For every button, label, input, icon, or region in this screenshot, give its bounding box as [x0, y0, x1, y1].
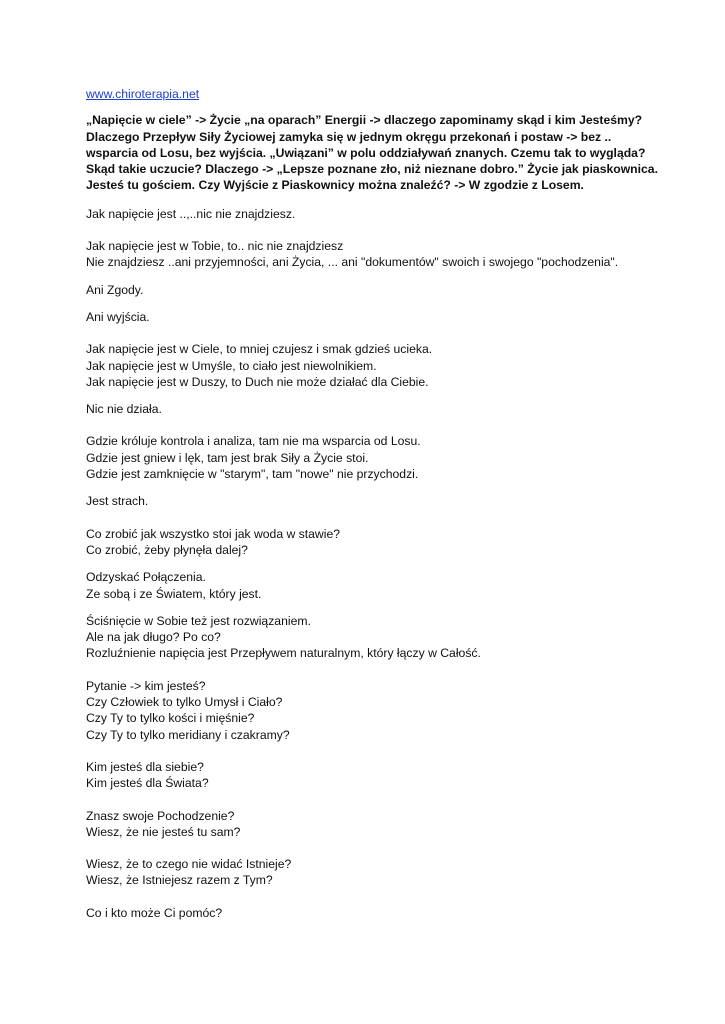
text-line: Ale na jak długo? Po co? [86, 630, 221, 645]
text-line: Jak napięcie jest ..,..nic nie znajdziesz. [86, 206, 296, 221]
paragraph [86, 569, 646, 602]
paragraph [86, 905, 646, 921]
text-line: Czy Ty to tylko kości i mięśnie? [86, 711, 255, 726]
text-line: Wiesz, że Istniejesz razem z Tym? [86, 873, 273, 888]
paragraph [86, 282, 646, 298]
text-line: Czy Ty to tylko meridiany i czakramy? [86, 727, 290, 742]
text-line: Nic nie działa. [86, 402, 162, 417]
paragraph [86, 493, 646, 509]
paragraph [86, 759, 646, 792]
text-line: Jak napięcie jest w Ciele, to mniej czujesz i smak gdzieś ucieka. [86, 342, 433, 357]
document-body [86, 86, 658, 932]
text-line: Rozluźnienie napięcia jest Przepływem naturalnym, który łączy w Całość. [86, 646, 481, 661]
text-line: Czy Człowiek to tylko Umysł i Ciało? [86, 695, 283, 710]
text-line: Znasz swoje Pochodzenie? [86, 808, 235, 823]
header-line: „Napięcie w ciele” -> Życie „na oparach” Energii -> dlaczego zapominamy skąd i kim Jesteśmy? [86, 113, 643, 128]
paragraph [86, 433, 646, 482]
text-line: Jak napięcie jest w Umyśle, to ciało jest niewolnikiem. [86, 358, 377, 373]
text-line: Ani Zgody. [86, 282, 144, 297]
text-line: Nie znajdziesz ..ani przyjemności, ani Życia, ... ani "dokumentów" swoich i swojego "pochodzenia". [86, 255, 619, 270]
text-line: Gdzie jest gniew i lęk, tam jest brak Siły a Życie stoi. [86, 450, 369, 465]
paragraph [86, 206, 646, 222]
text-line: Ze sobą i ze Światem, który jest. [86, 586, 262, 601]
paragraph [86, 238, 646, 271]
header-line: wsparcia od Losu, bez wyjścia. „Uwiązani” w polu oddziaływań znanych. Czemu tak to wygląda? [86, 145, 646, 160]
text-line: Gdzie króluje kontrola i analiza, tam nie ma wsparcia od Losu. [86, 434, 421, 449]
paragraph [86, 613, 646, 662]
paragraph [86, 526, 646, 559]
text-line: Ani wyjścia. [86, 309, 150, 324]
text-line: Jak napięcie jest w Tobie, to.. nic nie znajdziesz [86, 239, 344, 254]
text-line: Jest strach. [86, 494, 149, 509]
paragraph [86, 808, 646, 841]
header-line: Dlaczego Przepływ Siły Życiowej zamyka się w jednym okręgu przekonań i postaw -> bez .. [86, 129, 612, 144]
header-block [86, 112, 658, 193]
text-line: Co zrobić, żeby płynęła dalej? [86, 542, 248, 557]
website-link[interactable]: www.chiroterapia.net [86, 87, 200, 101]
text-line: Co zrobić jak wszystko stoi jak woda w stawie? [86, 526, 340, 541]
paragraph [86, 309, 646, 325]
text-line: Jak napięcie jest w Duszy, to Duch nie może działać dla Ciebie. [86, 374, 429, 389]
text-line: Pytanie -> kim jesteś? [86, 678, 206, 693]
text-line: Kim jesteś dla siebie? [86, 759, 204, 774]
text-line: Co i kto może Ci pomóc? [86, 905, 223, 920]
text-line: Wiesz, że nie jesteś tu sam? [86, 824, 241, 839]
header-line: Skąd takie uczucie? Dlaczego -> „Lepsze poznane zło, niż nieznane dobro.” Życie jak piaskownica. [86, 162, 658, 177]
text-line: Odzyskać Połączenia. [86, 570, 206, 585]
text-line: Kim jesteś dla Świata? [86, 776, 209, 791]
paragraph [86, 341, 646, 390]
paragraph [86, 401, 646, 417]
paragraph [86, 678, 646, 743]
text-line: Ściśnięcie w Sobie też jest rozwiązaniem. [86, 613, 311, 628]
paragraph [86, 856, 646, 889]
header-line: Jesteś tu gościem. Czy Wyjście z Piaskownicy można znaleźć? -> W zgodzie z Losem. [86, 178, 584, 193]
text-line: Wiesz, że to czego nie widać Istnieje? [86, 857, 292, 872]
text-line: Gdzie jest zamknięcie w "starym", tam "nowe" nie przychodzi. [86, 467, 419, 482]
